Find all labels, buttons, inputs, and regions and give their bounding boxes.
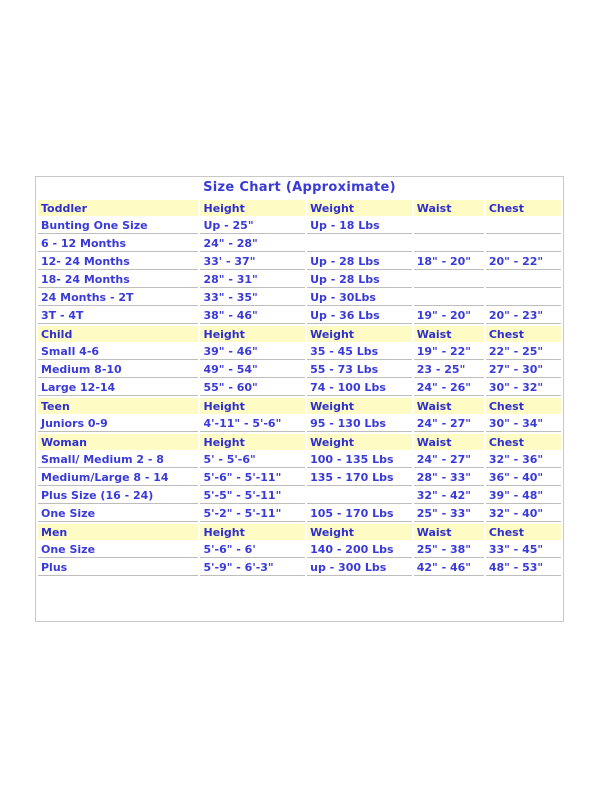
section-header-row [38, 434, 561, 450]
cell-weight: 105 - 170 Lbs [307, 506, 412, 522]
cell-weight: up - 300 Lbs [307, 560, 412, 576]
cell-waist: 28" - 33" [414, 470, 484, 486]
cell-waist: 25" - 33" [414, 506, 484, 522]
header-waist: Waist [414, 524, 484, 540]
cell-weight: Up - 28 Lbs [307, 272, 412, 288]
cell-waist: 19" - 20" [414, 308, 484, 324]
header-chest: Chest [486, 326, 561, 342]
cell-waist: 24" - 27" [414, 452, 484, 468]
cell-weight: Up - 18 Lbs [307, 218, 412, 234]
cell-chest: 36" - 40" [486, 470, 561, 486]
cell-waist [414, 218, 484, 234]
cell-waist: 18" - 20" [414, 254, 484, 270]
table-row [38, 236, 561, 252]
cell-size: Juniors 0-9 [38, 416, 198, 432]
header-chest: Chest [486, 398, 561, 414]
cell-size: One Size [38, 542, 198, 558]
cell-weight: Up - 36 Lbs [307, 308, 412, 324]
header-size: Teen [38, 398, 198, 414]
cell-height: 5'-9" - 6'-3" [200, 560, 305, 576]
header-height: Height [200, 434, 305, 450]
cell-size: One Size [38, 506, 198, 522]
cell-chest: 22" - 25" [486, 344, 561, 360]
header-weight: Weight [307, 434, 412, 450]
cell-size: 6 - 12 Months [38, 236, 198, 252]
cell-chest: 33" - 45" [486, 542, 561, 558]
table-row [38, 506, 561, 522]
cell-size: Medium 8-10 [38, 362, 198, 378]
cell-size: Small 4-6 [38, 344, 198, 360]
section-header-row [38, 200, 561, 216]
cell-height: 5'-6" - 6' [200, 542, 305, 558]
cell-chest: 20" - 22" [486, 254, 561, 270]
cell-chest [486, 236, 561, 252]
table-row [38, 380, 561, 396]
cell-height: 5'-6" - 5'-11" [200, 470, 305, 486]
table-row [38, 560, 561, 576]
cell-waist: 24" - 27" [414, 416, 484, 432]
table-row [38, 344, 561, 360]
header-weight: Weight [307, 326, 412, 342]
cell-weight: Up - 28 Lbs [307, 254, 412, 270]
cell-size: 18- 24 Months [38, 272, 198, 288]
header-waist: Waist [414, 200, 484, 216]
section-header-row [38, 326, 561, 342]
cell-waist: 32" - 42" [414, 488, 484, 504]
table-row [38, 308, 561, 324]
header-chest: Chest [486, 200, 561, 216]
table-row [38, 290, 561, 306]
table-row [38, 470, 561, 486]
cell-weight: Up - 30Lbs [307, 290, 412, 306]
cell-height: 24" - 28" [200, 236, 305, 252]
cell-chest [486, 272, 561, 288]
cell-height: 5'-5" - 5'-11" [200, 488, 305, 504]
section-header-row [38, 398, 561, 414]
table-row [38, 254, 561, 270]
cell-height: 33" - 35" [200, 290, 305, 306]
cell-height: 39" - 46" [200, 344, 305, 360]
header-height: Height [200, 524, 305, 540]
cell-weight: 135 - 170 Lbs [307, 470, 412, 486]
cell-height: 38" - 46" [200, 308, 305, 324]
cell-height: 33' - 37" [200, 254, 305, 270]
header-chest: Chest [486, 434, 561, 450]
table-row [38, 488, 561, 504]
cell-weight: 140 - 200 Lbs [307, 542, 412, 558]
cell-height: 55" - 60" [200, 380, 305, 396]
cell-chest: 32" - 36" [486, 452, 561, 468]
header-height: Height [200, 200, 305, 216]
table-row [38, 542, 561, 558]
cell-height: Up - 25" [200, 218, 305, 234]
cell-waist: 25" - 38" [414, 542, 484, 558]
table-row [38, 416, 561, 432]
cell-weight: 74 - 100 Lbs [307, 380, 412, 396]
cell-waist: 19" - 22" [414, 344, 484, 360]
size-chart [35, 176, 564, 622]
cell-chest: 30" - 32" [486, 380, 561, 396]
header-waist: Waist [414, 434, 484, 450]
chart-title: Size Chart (Approximate) [203, 180, 396, 195]
cell-waist: 24" - 26" [414, 380, 484, 396]
cell-chest [486, 218, 561, 234]
cell-size: 12- 24 Months [38, 254, 198, 270]
header-height: Height [200, 398, 305, 414]
header-chest: Chest [486, 524, 561, 540]
cell-height: 4'-11" - 5'-6" [200, 416, 305, 432]
cell-size: Large 12-14 [38, 380, 198, 396]
cell-weight: 100 - 135 Lbs [307, 452, 412, 468]
cell-waist [414, 290, 484, 306]
table-row [38, 218, 561, 234]
cell-size: Plus [38, 560, 198, 576]
cell-size: 24 Months - 2T [38, 290, 198, 306]
cell-size: Plus Size (16 - 24) [38, 488, 198, 504]
cell-weight [307, 488, 412, 504]
table-row [38, 272, 561, 288]
cell-chest: 30" - 34" [486, 416, 561, 432]
header-weight: Weight [307, 524, 412, 540]
header-size: Men [38, 524, 198, 540]
header-waist: Waist [414, 398, 484, 414]
cell-chest: 20" - 23" [486, 308, 561, 324]
table-row [38, 452, 561, 468]
header-size: Toddler [38, 200, 198, 216]
cell-height: 5'-2" - 5'-11" [200, 506, 305, 522]
cell-size: Medium/Large 8 - 14 [38, 470, 198, 486]
cell-waist [414, 272, 484, 288]
cell-chest: 32" - 40" [486, 506, 561, 522]
table-row [38, 362, 561, 378]
cell-weight [307, 236, 412, 252]
cell-chest [486, 290, 561, 306]
header-weight: Weight [307, 398, 412, 414]
cell-weight: 35 - 45 Lbs [307, 344, 412, 360]
cell-weight: 95 - 130 Lbs [307, 416, 412, 432]
cell-waist: 23 - 25" [414, 362, 484, 378]
cell-chest: 27" - 30" [486, 362, 561, 378]
cell-size: Bunting One Size [38, 218, 198, 234]
cell-waist [414, 236, 484, 252]
cell-waist: 42" - 46" [414, 560, 484, 576]
cell-chest: 39" - 48" [486, 488, 561, 504]
header-weight: Weight [307, 200, 412, 216]
cell-size: Small/ Medium 2 - 8 [38, 452, 198, 468]
cell-height: 5' - 5'-6" [200, 452, 305, 468]
cell-height: 49" - 54" [200, 362, 305, 378]
header-waist: Waist [414, 326, 484, 342]
section-header-row [38, 524, 561, 540]
header-size: Woman [38, 434, 198, 450]
size-table [36, 198, 563, 578]
cell-size: 3T - 4T [38, 308, 198, 324]
cell-chest: 48" - 53" [486, 560, 561, 576]
header-size: Child [38, 326, 198, 342]
header-height: Height [200, 326, 305, 342]
cell-height: 28" - 31" [200, 272, 305, 288]
cell-weight: 55 - 73 Lbs [307, 362, 412, 378]
